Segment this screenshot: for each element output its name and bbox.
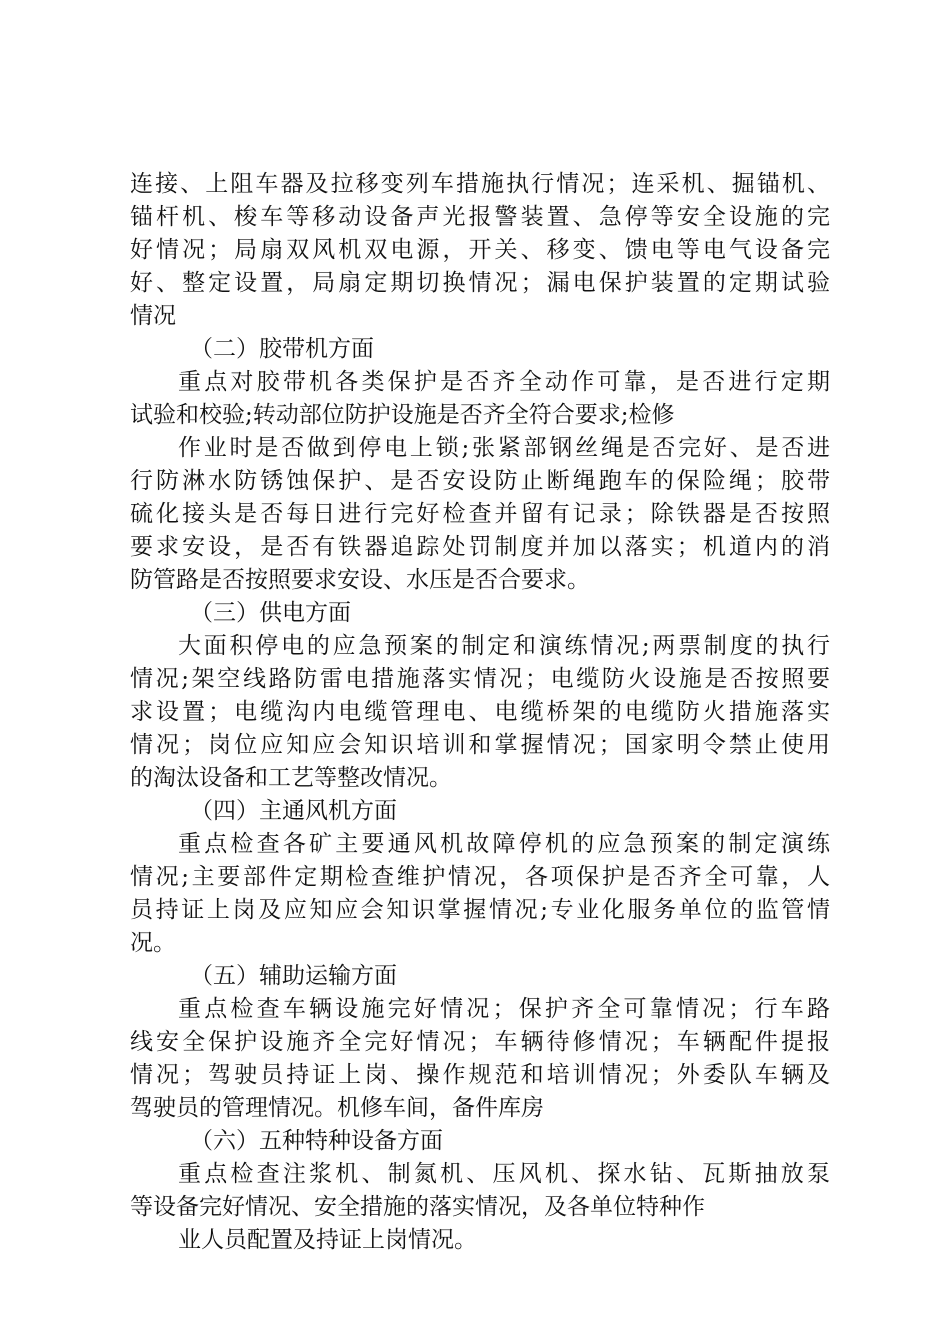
text-line: 情况 xyxy=(130,303,176,329)
text-line: 驾驶员的管理情况。机修车间，备件库房 xyxy=(130,1095,544,1121)
text-line: 重点检查车辆设施完好情况；保护齐全可靠情况；行车路 xyxy=(178,996,830,1022)
text-line: 情况;主要部件定期检查维护情况，各项保护是否齐全可靠，人 xyxy=(130,864,830,890)
text-line: （三）供电方面 xyxy=(190,600,351,626)
text-line: 防管路是否按照要求安设、水压是否合要求。 xyxy=(130,567,590,593)
text-line: 重点对胶带机各类保护是否齐全动作可靠，是否进行定期 xyxy=(178,369,830,395)
text-line: 试验和校验;转动部位防护设施是否齐全符合要求;检修 xyxy=(130,402,675,428)
text-line: （五）辅助运输方面 xyxy=(190,963,397,989)
text-line: 作业时是否做到停电上锁;张紧部钢丝绳是否完好、是否进 xyxy=(178,435,830,461)
text-line: 的淘汰设备和工艺等整改情况。 xyxy=(130,765,452,791)
text-line: （四）主通风机方面 xyxy=(190,798,397,824)
text-line: 重点检查各矿主要通风机故障停机的应急预案的制定演练 xyxy=(178,831,830,857)
text-line: 硫化接头是否每日进行完好检查并留有记录；除铁器是否按照 xyxy=(130,501,830,527)
text-line: 员持证上岗及应知应会知识掌握情况;专业化服务单位的监管情 xyxy=(130,897,830,923)
text-line: 大面积停电的应急预案的制定和演练情况;两票制度的执行 xyxy=(178,633,830,659)
text-line: 重点检查注浆机、制氮机、压风机、探水钻、瓦斯抽放泵 xyxy=(178,1161,830,1187)
text-line: 要求安设，是否有铁器追踪处罚制度并加以落实；机道内的消 xyxy=(130,534,830,560)
text-line: 情况；驾驶员持证上岗、操作规范和培训情况；外委队车辆及 xyxy=(130,1062,830,1088)
text-line: 好、整定设置，局扇定期切换情况；漏电保护装置的定期试验 xyxy=(130,270,830,296)
text-line: 情况；岗位应知应会知识培训和掌握情况；国家明令禁止使用 xyxy=(130,732,830,758)
text-line: 等设备完好情况、安全措施的落实情况，及各单位特种作 xyxy=(130,1194,705,1220)
text-line: （六）五种特种设备方面 xyxy=(190,1128,443,1154)
document-body xyxy=(130,168,830,1257)
text-line: 行防淋水防锈蚀保护、是否安设防止断绳跑车的保险绳；胶带 xyxy=(130,468,830,494)
text-line: 锚杆机、梭车等移动设备声光报警装置、急停等安全设施的完 xyxy=(130,204,830,230)
text-line: 求设置；电缆沟内电缆管理电、电缆桥架的电缆防火措施落实 xyxy=(130,699,830,725)
text-line: 况。 xyxy=(130,930,176,956)
text-line: （二）胶带机方面 xyxy=(190,336,374,362)
text-line: 好情况；局扇双风机双电源，开关、移变、馈电等电气设备完 xyxy=(130,237,830,263)
text-line: 线安全保护设施齐全完好情况；车辆待修情况；车辆配件提报 xyxy=(130,1029,830,1055)
text-line: 业人员配置及持证上岗情况。 xyxy=(178,1227,477,1253)
text-line: 连接、上阻车器及拉移变列车措施执行情况；连采机、掘锚机、 xyxy=(130,171,830,197)
text-line: 情况;架空线路防雷电措施落实情况；电缆防火设施是否按照要 xyxy=(130,666,830,692)
